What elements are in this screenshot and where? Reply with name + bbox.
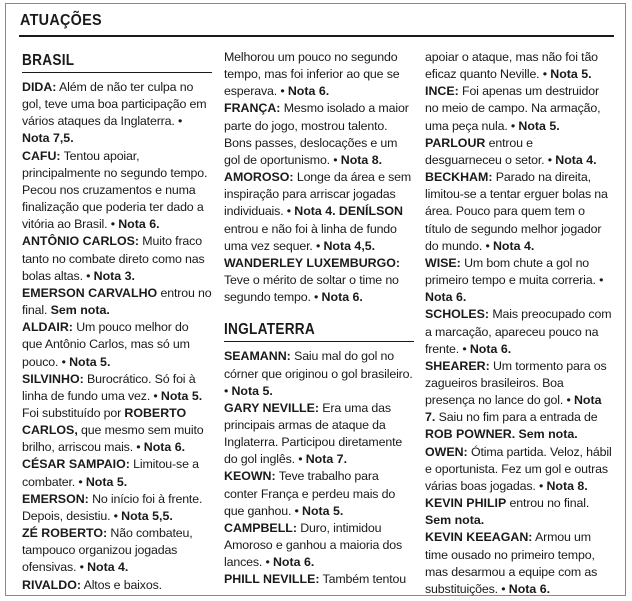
player-rating-entry xyxy=(224,571,414,588)
player-rating-entry xyxy=(22,525,212,576)
player-rating-entry xyxy=(22,319,212,370)
player-name: KEOWN: xyxy=(224,469,276,484)
player-name: KEVIN KEEAGAN: xyxy=(425,530,533,545)
player-name: WANDERLEY LUXEMBURGO: xyxy=(224,255,400,270)
player-name: KEVIN PHILIP xyxy=(425,496,507,511)
rating-value: Nota 5. xyxy=(231,383,273,398)
player-comment: Muito fraco tanto no combate direto como nas bolas altas. • xyxy=(22,234,205,283)
player-rating-entry xyxy=(224,100,414,169)
player-rating-entry xyxy=(224,169,414,255)
player-rating-entry xyxy=(425,529,612,598)
column-2 xyxy=(224,49,414,589)
player-name: CAFU: xyxy=(22,148,61,163)
rating-value: Nota 5. xyxy=(550,67,592,82)
rating-value: Nota 6. xyxy=(272,555,315,570)
player-comment: entrou e desguarneceu o setor. • xyxy=(425,135,556,167)
player-rating-entry xyxy=(22,285,212,319)
player-comment: Parado na direita, limitou-se a tentar erguer bolas na área. Pouco para quem tem o título de segundo melhor jogador do mundo. • xyxy=(425,170,608,253)
title-rule xyxy=(19,35,614,37)
rating-value: Nota 5,5. xyxy=(121,508,173,523)
player-rating-entry xyxy=(22,456,212,490)
player-name: AMOROSO: xyxy=(224,170,294,185)
player-name: PARLOUR xyxy=(425,135,486,150)
player-rating-entry xyxy=(22,148,212,234)
rating-value: Nota 6. xyxy=(118,217,160,232)
player-name: RIVALDO: xyxy=(22,577,81,592)
player-comment: Duro, intimidou Amoroso e ganhou a maioria dos lances. • xyxy=(224,520,403,570)
player-comment: Armou um time ousado no primeiro tempo, mas desarmou a equipe com as substituições. • xyxy=(425,530,598,596)
player-name: ROB POWNER. xyxy=(425,427,516,442)
player-name: SHEARER: xyxy=(425,358,490,373)
player-name: FRANÇA: xyxy=(224,101,281,116)
player-rating-entry xyxy=(425,83,612,134)
page-title: ATUAÇÕES xyxy=(20,12,102,29)
rating-value: Sem nota. xyxy=(518,427,578,442)
player-name: OWEN: xyxy=(425,444,468,459)
rating-value: Nota 7. xyxy=(425,393,602,425)
column-3 xyxy=(425,49,612,598)
player-comment: Melhorou um pouco no segundo tempo, mas foi inferior ao que se esperava. • xyxy=(224,50,400,99)
player-rating-entry xyxy=(425,358,612,444)
player-rating-entry xyxy=(22,79,212,148)
player-comment: Não combateu, tampouco organizou jogadas ofensivas. • xyxy=(22,526,193,575)
player-comment: Um pouco melhor do que Antônio Carlos, mas só um pouco. • xyxy=(22,320,190,369)
player-name: CAMPBELL: xyxy=(224,520,297,535)
rating-value: Nota 6. xyxy=(143,440,186,455)
player-rating-entry xyxy=(425,306,612,357)
rating-value: Nota 6. xyxy=(508,581,551,596)
player-name: DIDA: xyxy=(22,80,57,94)
player-comment: Saiu mal do gol no córner que originou o gol brasileiro. • xyxy=(224,349,413,398)
rating-value: Nota 6. xyxy=(425,290,467,305)
rating-value: Nota 8. xyxy=(546,478,588,493)
player-rating-entry xyxy=(425,255,612,306)
player-name: ZÉ ROBERTO: xyxy=(22,526,108,541)
player-comment: No início foi à frente. Depois, desistiu. • xyxy=(22,491,203,523)
player-rating-entry xyxy=(224,520,414,571)
player-comment: Também tentou xyxy=(319,572,406,587)
player-name: EMERSON: xyxy=(22,491,89,506)
player-name: ALDAIR: xyxy=(22,320,73,335)
player-name: DENÍLSON xyxy=(338,204,403,219)
player-rating-entry xyxy=(224,255,414,306)
player-rating-entry xyxy=(224,400,414,469)
player-name: CÉSAR SAMPAIO: xyxy=(22,457,130,472)
player-comment: Um bom chute a gol no primeiro tempo e muita correria. • xyxy=(425,255,604,288)
rating-value: Nota 3. xyxy=(93,268,135,283)
player-comment: Além de não ter culpa no gol, teve uma boa participação em vários ataques da Inglaterra. • xyxy=(22,80,207,129)
player-comment: Ótima partida. Veloz, hábil e oportunista. Fez um gol e outras várias boas jogadas. • xyxy=(425,444,612,493)
player-comment: Mais preocupado com a marcação, apareceu pouco na frente. • xyxy=(425,307,612,356)
rating-value: Nota 5. xyxy=(85,474,128,489)
column-1 xyxy=(22,51,212,594)
player-comment: Foi substituído por xyxy=(22,405,125,420)
player-rating-entry xyxy=(224,49,414,100)
rating-value: Nota 5. xyxy=(302,503,344,518)
rating-value: Nota 6. xyxy=(469,341,512,356)
player-comment: Limitou-se a combater. • xyxy=(22,457,199,489)
player-rating-entry xyxy=(224,348,414,399)
player-name: INCE: xyxy=(425,84,459,99)
rating-value: Nota 4. xyxy=(555,152,597,167)
player-comment: entrou no final. xyxy=(22,285,212,318)
player-comment: entrou no final. xyxy=(506,496,590,511)
player-name: GARY NEVILLE: xyxy=(224,400,320,415)
rating-value: Sem nota. xyxy=(425,513,485,528)
player-name: SEAMANN: xyxy=(224,349,291,364)
player-comment: Tentou apoiar, principalmente no segundo tempo. Pecou nos cruzamentos e numa finalização que poderia ter dado a vitória ao Brasil. • xyxy=(22,148,208,232)
player-comment: Foi apenas um destruidor no meio de campo. Na armação, uma peça nula. • xyxy=(425,84,601,133)
player-comment: entrou e não foi à linha de fundo uma vez sequer. • xyxy=(224,221,397,253)
rating-value: Nota 4. xyxy=(87,560,129,575)
rating-value: Nota 4,5. xyxy=(323,238,376,253)
player-rating-entry xyxy=(425,49,612,83)
rating-value: Nota 4. xyxy=(492,238,535,253)
section-heading-brasil: BRASIL xyxy=(22,51,212,73)
rating-value: Nota 5. xyxy=(69,354,111,369)
rating-value: Nota 5. xyxy=(518,118,560,133)
player-name: ANTÔNIO CARLOS: xyxy=(22,234,140,249)
player-name: ROBERTO CARLOS, xyxy=(22,405,187,438)
player-name: SILVINHO: xyxy=(22,371,84,386)
player-rating-entry xyxy=(22,577,212,594)
player-rating-entry xyxy=(224,468,414,519)
player-comment: que mesmo sem muito brilho, arriscou mais. • xyxy=(22,423,204,455)
player-name: BECKHAM: xyxy=(425,170,493,185)
player-rating-entry xyxy=(22,491,212,525)
rating-value: Nota 4. xyxy=(294,204,336,219)
rating-value: Nota 5. xyxy=(160,388,203,403)
player-rating-entry xyxy=(425,444,612,530)
player-comment: Teve trabalho para conter França e perdeu mais do que ganhou. • xyxy=(224,469,396,518)
player-comment: Saiu no fim para a entrada de xyxy=(435,410,598,425)
player-comment: Altos e baixos. xyxy=(80,577,162,592)
player-comment: apoiar o ataque, mas não foi tão eficaz quanto Neville. • xyxy=(425,50,598,82)
rating-value: Nota 6. xyxy=(321,290,363,305)
player-rating-entry xyxy=(425,169,612,255)
player-name: EMERSON CARVALHO xyxy=(22,285,158,300)
rating-value: Nota 8. xyxy=(340,152,383,167)
player-comment: Um tormento para os zagueiros brasileiros. Boa presença no lance do gol. • xyxy=(425,358,607,408)
player-name: PHILL NEVILLE: xyxy=(224,572,320,587)
player-name: SCHOLES: xyxy=(425,307,490,322)
player-comment: Era uma das principais armas de ataque da Inglaterra. Participou diretamente do gol inglês. • xyxy=(224,400,403,467)
rating-value: Sem nota. xyxy=(50,303,110,318)
player-comment: Longe da área e sem inspiração para arriscar jogadas individuais. • xyxy=(224,170,412,219)
player-rating-entry xyxy=(425,135,612,169)
rating-value: Nota 7,5. xyxy=(22,131,74,146)
rating-value: Nota 7. xyxy=(305,452,348,467)
player-rating-entry xyxy=(22,233,212,284)
rating-value: Nota 6. xyxy=(287,84,330,99)
player-rating-entry xyxy=(22,371,212,457)
player-name: WISE: xyxy=(425,255,461,270)
player-comment: Burocrático. Só foi à linha de fundo uma vez. • xyxy=(22,371,196,403)
player-comment: Teve o mérito de soltar o time no segundo tempo. • xyxy=(224,273,399,305)
player-comment: Mesmo isolado a maior parte do jogo, mostrou talento. Bons passes, deslocações e um gol de oportunismo. • xyxy=(224,101,409,167)
section-heading-inglaterra: INGLATERRA xyxy=(224,320,414,342)
